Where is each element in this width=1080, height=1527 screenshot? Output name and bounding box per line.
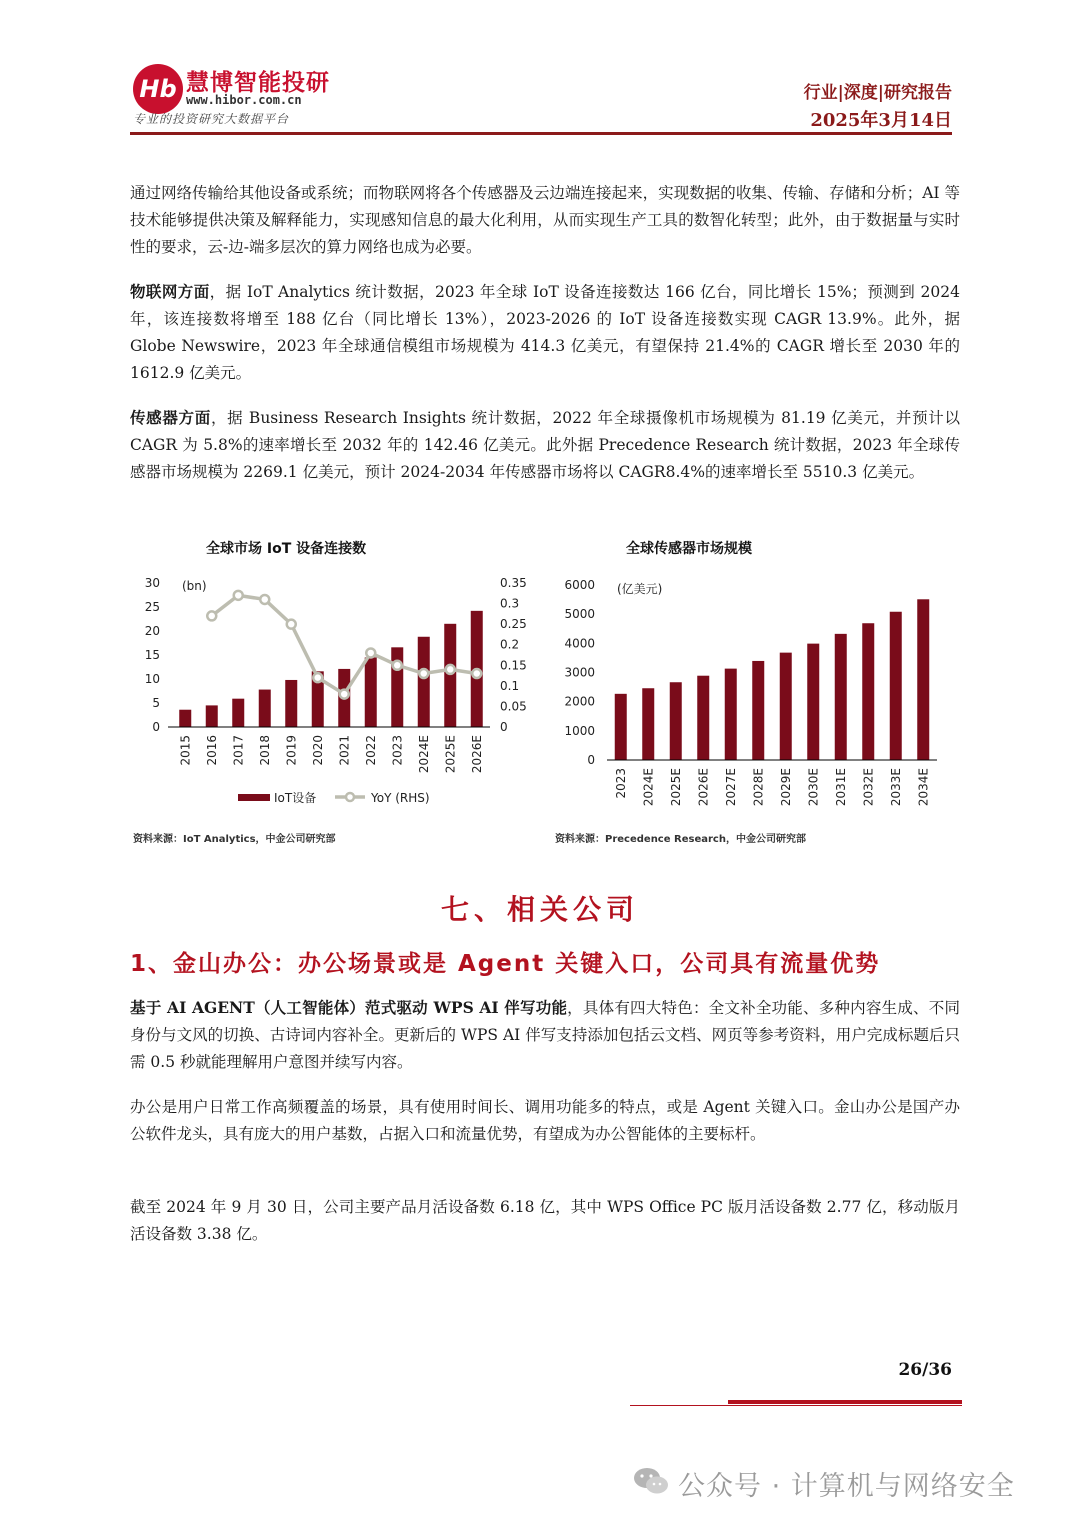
bar-sensor-market	[862, 623, 874, 760]
y-tick-label: 0	[152, 720, 160, 734]
chart-iot-unit: (bn)	[182, 579, 207, 593]
paragraph-iot-lead: 物联网方面	[130, 282, 210, 301]
x-tick-label: 2025E	[668, 768, 683, 807]
y-tick-label: 10	[144, 672, 160, 686]
x-tick-label: 2023	[613, 768, 628, 799]
point-yoy	[260, 595, 269, 604]
bar-iot-devices	[259, 690, 271, 727]
x-tick-label: 2029E	[778, 768, 793, 807]
point-yoy	[287, 620, 296, 629]
bar-sensor-market	[642, 688, 654, 760]
point-yoy	[446, 665, 455, 674]
watermark: 公众号 · 计算机与网络安全	[678, 1471, 1015, 1502]
y2-tick-label: 0.35	[500, 576, 527, 590]
y-tick-label: 3000	[564, 665, 595, 680]
paragraph-mau: 截至 2024 年 9 月 30 日，公司主要产品月活设备数 6.18 亿，其中 WPS Office PC 版月活设备数 2.77 亿，移动版月活设备数 3.38 亿。	[130, 1198, 960, 1243]
y-tick-label: 4000	[564, 636, 595, 651]
footer-rule-thick	[728, 1400, 962, 1404]
legend-marker-yoy	[346, 793, 354, 801]
x-tick-label: 2020	[310, 735, 325, 766]
logo-url[interactable]: www.hibor.com.cn	[186, 93, 302, 107]
x-tick-label: 2031E	[833, 768, 848, 807]
y2-tick-label: 0	[500, 720, 508, 734]
x-tick-label: 2019	[284, 735, 299, 766]
paragraph-wps-ai	[130, 994, 960, 1076]
chart-sensor-source: 资料来源：Precedence Research，中金公司研究部	[555, 834, 806, 845]
y2-tick-label: 0.05	[500, 699, 527, 714]
paragraph-iot	[130, 278, 960, 387]
x-tick-label: 2027E	[723, 768, 738, 807]
report-type: 行业|深度|研究报告	[803, 83, 952, 103]
report-date: 2025年3月14日	[810, 110, 952, 131]
bar-sensor-market	[890, 612, 902, 760]
bar-iot-devices	[391, 647, 403, 727]
x-tick-label: 2026E	[696, 768, 711, 807]
legend-label-yoy: YoY (RHS)	[371, 791, 430, 805]
y-tick-label: 30	[144, 576, 160, 590]
x-tick-label: 2032E	[861, 768, 876, 807]
bar-sensor-market	[807, 644, 819, 760]
legend-swatch-iot	[238, 794, 270, 801]
y-tick-label: 2000	[564, 694, 595, 709]
bar-sensor-market	[725, 669, 737, 760]
y2-tick-label: 0.2	[500, 637, 520, 652]
y-tick-label: 5	[152, 696, 160, 710]
bar-sensor-market	[780, 653, 792, 760]
paragraph-iot-text: ，据 IoT Analytics 统计数据，2023 年全球 IoT 设备连接数达 166 亿台，同比增长 15%；预测到 2024 年，该连接数将增至 188 亿台（同比增长 13%），2023-2026 的 IoT 设备连接数实现 CAGR 13.9%。此外，据 Globe Newswire，2023 年全球通信模组市场规模为 414.3 亿美元，有望保持 21.4%的 CAGR 增长至 2030 年的 1612.9 亿美元。	[130, 283, 960, 382]
footer-rule-thin	[630, 1405, 962, 1406]
x-tick-label: 2023	[390, 735, 405, 766]
subsection-heading: 1、金山办公：办公场景或是 Agent 关键入口，公司具有流量优势	[130, 951, 881, 977]
x-tick-label: 2033E	[888, 768, 903, 807]
x-tick-label: 2030E	[806, 768, 821, 807]
chart-iot-source: 资料来源：IoT Analytics，中金公司研究部	[133, 834, 336, 845]
bar-iot-devices	[285, 680, 297, 727]
x-tick-label: 2021	[337, 735, 352, 766]
x-tick-label: 2017	[231, 735, 246, 766]
point-yoy	[472, 669, 481, 678]
point-yoy	[313, 673, 322, 682]
point-yoy	[207, 611, 216, 620]
bar-iot-devices	[365, 657, 377, 727]
y-tick-label: 6000	[564, 578, 595, 592]
bar-sensor-market	[697, 676, 709, 760]
chart-sensor-title: 全球传感器市场规模	[626, 541, 752, 557]
bar-sensor-market	[670, 682, 682, 760]
y-tick-label: 0	[587, 753, 595, 767]
x-tick-label: 2026E	[469, 735, 484, 774]
paragraph-sensor-lead: 传感器方面	[130, 408, 211, 427]
paragraph-office-entry: 办公是用户日常工作高频覆盖的场景，具有使用时间长、调用功能多的特点，或是 Agent 关键入口。金山办公是国产办公软件龙头，具有庞大的用户基数，占据入口和流量优势，有望成为办公智能体的主要标杆。	[130, 1098, 960, 1143]
logo-icon: Hb	[133, 64, 183, 114]
point-yoy	[393, 661, 402, 670]
bar-iot-devices	[418, 637, 430, 727]
page-number: 26/36	[898, 1360, 952, 1380]
wechat-icon	[632, 1466, 670, 1496]
section-heading: 七、相关公司	[440, 893, 639, 926]
bar-iot-devices	[179, 710, 191, 727]
y-tick-label: 5000	[564, 607, 595, 622]
paragraph-sensor	[130, 404, 960, 486]
paragraph-wps-ai-lead: 基于 AI AGENT（人工智能体）范式驱动 WPS AI 伴写功能	[130, 998, 568, 1017]
x-tick-label: 2016	[204, 735, 219, 766]
paragraph-1: 通过网络传输给其他设备或系统；而物联网将各个传感器及云边端连接起来，实现数据的收集、传输、存储和分析；AI 等技术能够提供决策及解释能力，实现感知信息的最大化利用，从而实现生产工具的数智化转型；此外，由于数据量与实时性的要求，云-边-端多层次的算力网络也成为必要。	[130, 184, 960, 256]
y2-tick-label: 0.25	[500, 617, 527, 632]
logo-name: 慧博智能投研	[186, 70, 330, 96]
x-tick-label: 2024E	[641, 768, 656, 807]
bar-sensor-market	[615, 694, 627, 760]
bar-sensor-market	[917, 599, 929, 760]
legend-label-iot: IoT设备	[274, 791, 317, 805]
x-tick-label: 2034E	[916, 768, 931, 807]
bar-sensor-market	[835, 634, 847, 760]
paragraph-wps-ai-text: ，具体有四大特色：全文补全功能、多种内容生成、不同身份与文风的切换、古诗词内容补全。更新后的 WPS AI 伴写支持添加包括云文档、网页等参考资料，用户完成标题后只需 0.5 秒就能理解用户意图并续写内容。	[130, 999, 960, 1071]
point-yoy	[340, 690, 349, 699]
chart-sensor-market	[555, 565, 955, 815]
x-tick-label: 2022	[363, 735, 378, 766]
y-tick-label: 25	[144, 600, 160, 614]
bar-iot-devices	[444, 624, 456, 727]
logo-slogan: 专业的投资研究大数据平台	[133, 112, 290, 126]
x-tick-label: 2015	[178, 735, 193, 766]
bar-iot-devices	[232, 699, 244, 727]
y-tick-label: 20	[144, 624, 160, 638]
y-tick-label: 15	[144, 648, 160, 662]
bar-sensor-market	[752, 661, 764, 760]
x-tick-label: 2025E	[443, 735, 458, 774]
point-yoy	[419, 669, 428, 678]
chart-iot-title: 全球市场 IoT 设备连接数	[206, 541, 367, 557]
header-rule	[130, 132, 952, 135]
y2-tick-label: 0.3	[500, 596, 520, 611]
x-tick-label: 2024E	[416, 735, 431, 774]
point-yoy	[366, 648, 375, 657]
y2-tick-label: 0.1	[500, 678, 520, 693]
y-tick-label: 1000	[564, 723, 595, 738]
paragraph-sensor-text: ，据 Business Research Insights 统计数据，2022 年全球摄像机市场规模为 81.19 亿美元，并预计以 CAGR 为 5.8%的速率增长至 2032 年的 142.46 亿美元。此外据 Precedence Research 统计数据，2023 年全球传感器市场规模为 2269.1 亿美元，预计 2024-2034 年传感器市场将以 CAGR8.4%的速率增长至 5510.3 亿美元。	[130, 409, 960, 481]
bar-iot-devices	[206, 705, 218, 727]
point-yoy	[234, 591, 243, 600]
x-tick-label: 2018	[257, 735, 272, 766]
x-tick-label: 2028E	[751, 768, 766, 807]
y2-tick-label: 0.15	[500, 658, 527, 673]
chart-iot-connections	[130, 565, 550, 815]
chart-sensor-unit: (亿美元)	[617, 582, 663, 596]
